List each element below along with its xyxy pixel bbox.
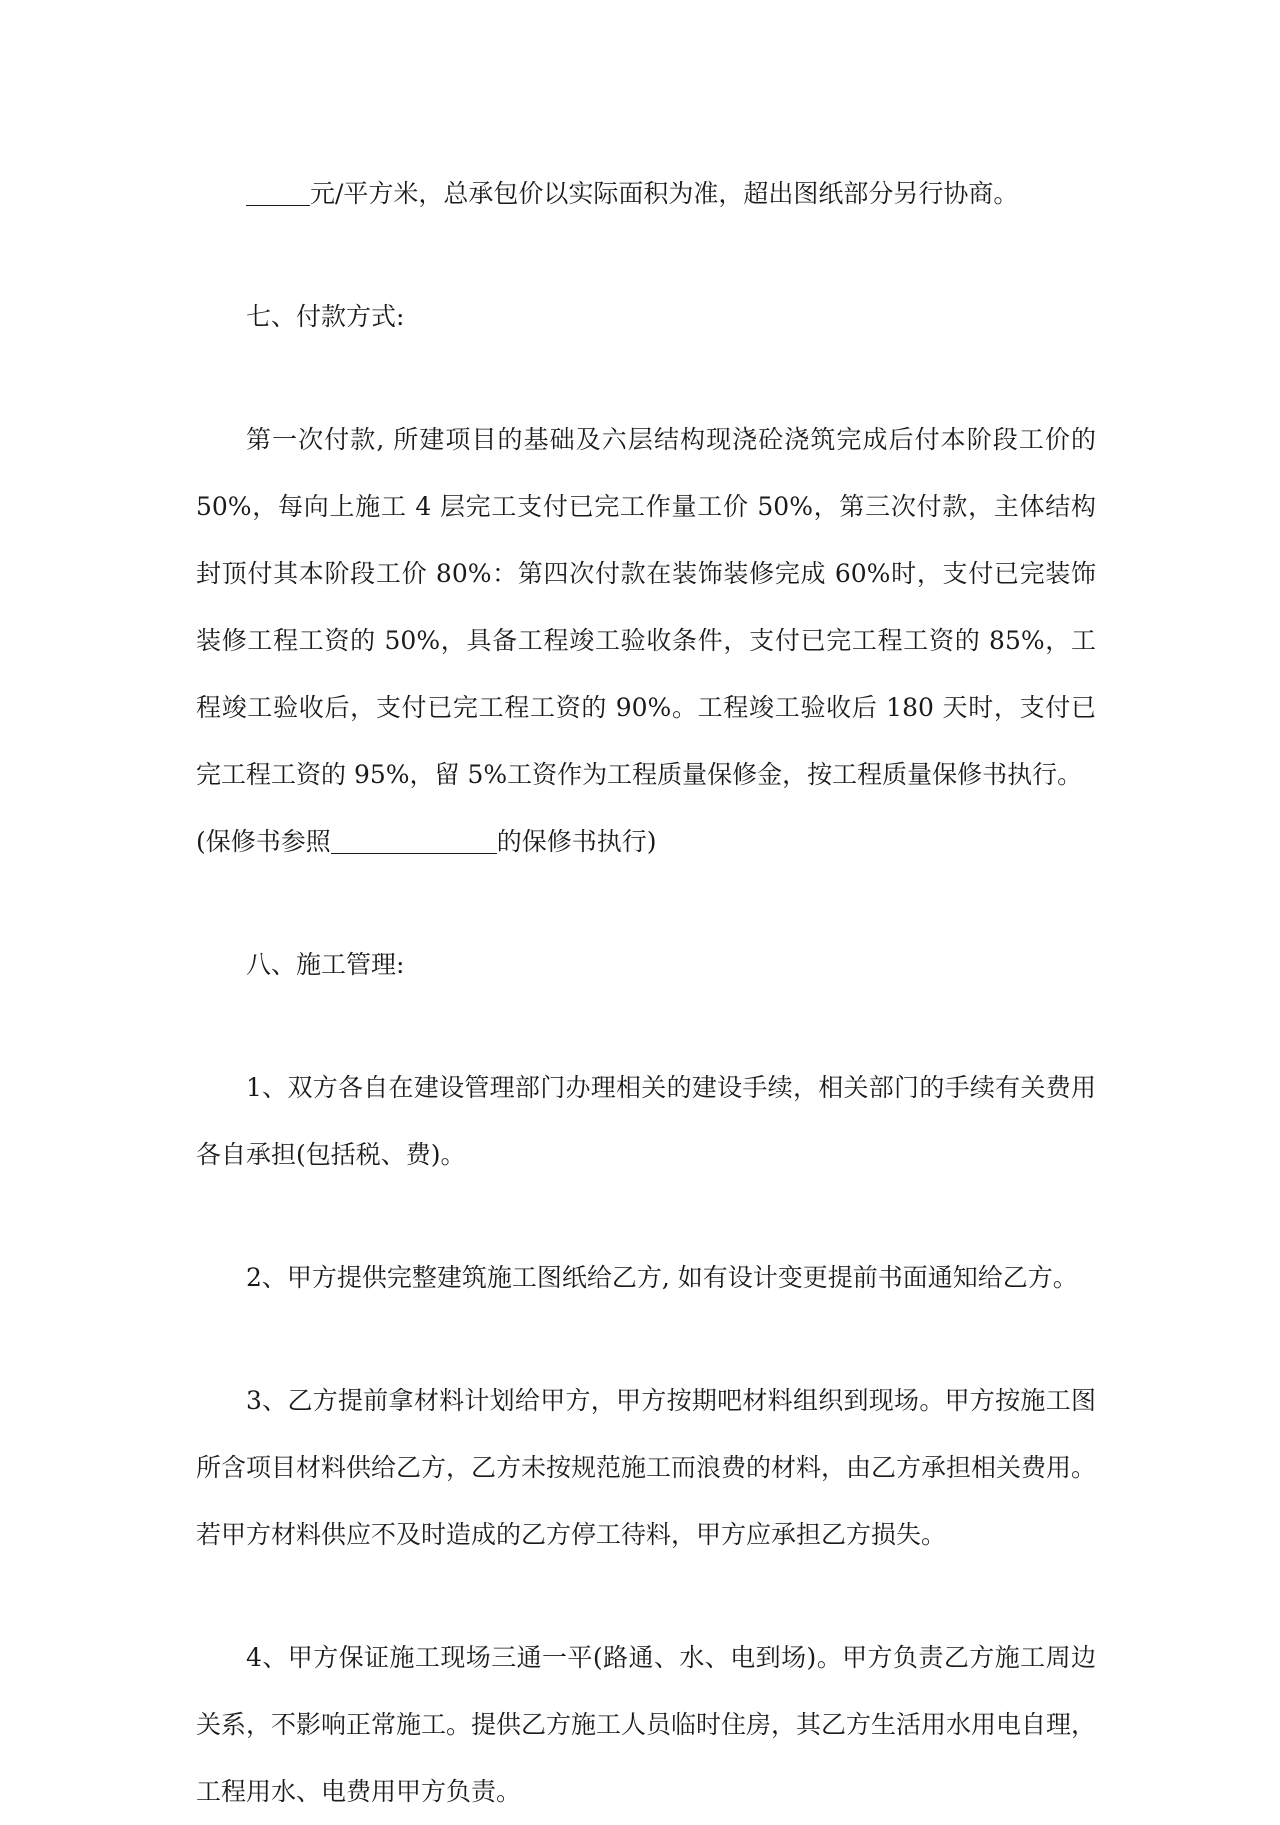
- management-item-1: 1、双方各自在建设管理部门办理相关的建设手续，相关部门的手续有关费用各自承担(包括税、费)。: [196, 1073, 1096, 1169]
- document-body: [196, 160, 1096, 1825]
- warranty-note-tail: 的保修书执行): [496, 827, 657, 856]
- warranty-note-head: (保修书参照: [196, 827, 331, 856]
- section-heading-payment: 七、付款方式:: [246, 302, 405, 331]
- price-paragraph: [196, 160, 1096, 227]
- section-heading-construction-management: 八、施工管理:: [246, 950, 405, 979]
- payment-paragraph: [196, 406, 1096, 875]
- management-item-4: 4、甲方保证施工现场三通一平(路通、水、电到场)。甲方负责乙方施工周边关系，不影响正常施工。提供乙方施工人员临时住房，其乙方生活用水用电自理，工程用水、电费用甲方负责。: [196, 1643, 1097, 1806]
- price-blank-line: [246, 180, 310, 206]
- management-item-2: 2、甲方提供完整建筑施工图纸给乙方, 如有设计变更提前书面通知给乙方。: [246, 1263, 1078, 1292]
- warranty-note: [146, 808, 657, 875]
- warranty-blank-line: [331, 828, 497, 854]
- management-item-3: 3、乙方提前拿材料计划给甲方，甲方按期吧材料组织到现场。甲方按施工图所含项目材料供给乙方，乙方未按规范施工而浪费的材料，由乙方承担相关费用。若甲方材料供应不及时造成的乙方停工待料，甲方应承担乙方损失。: [196, 1386, 1097, 1549]
- price-paragraph-text: 元/平方米，总承包价以实际面积为准，超出图纸部分另行协商。: [310, 179, 1019, 208]
- payment-paragraph-text: 第一次付款, 所建项目的基础及六层结构现浇砼浇筑完成后付本阶段工价的50%，每向上施工 4 层完工支付已完工作量工价 50%，第三次付款，主体结构封顶付其本阶段工价 80%：第四次付款在装饰装修完成 60%时，支付已完装饰装修工程工资的 50%，具备工程竣工验收条件，支付已完工程工资的 85%，工程竣工验收后，支付已完工程工资的 90%。工程竣工验收后 180 天时，支付已完工程工资的 95%，留 5%工资作为工程质量保修金，按工程质量保修书执行。: [196, 425, 1096, 789]
